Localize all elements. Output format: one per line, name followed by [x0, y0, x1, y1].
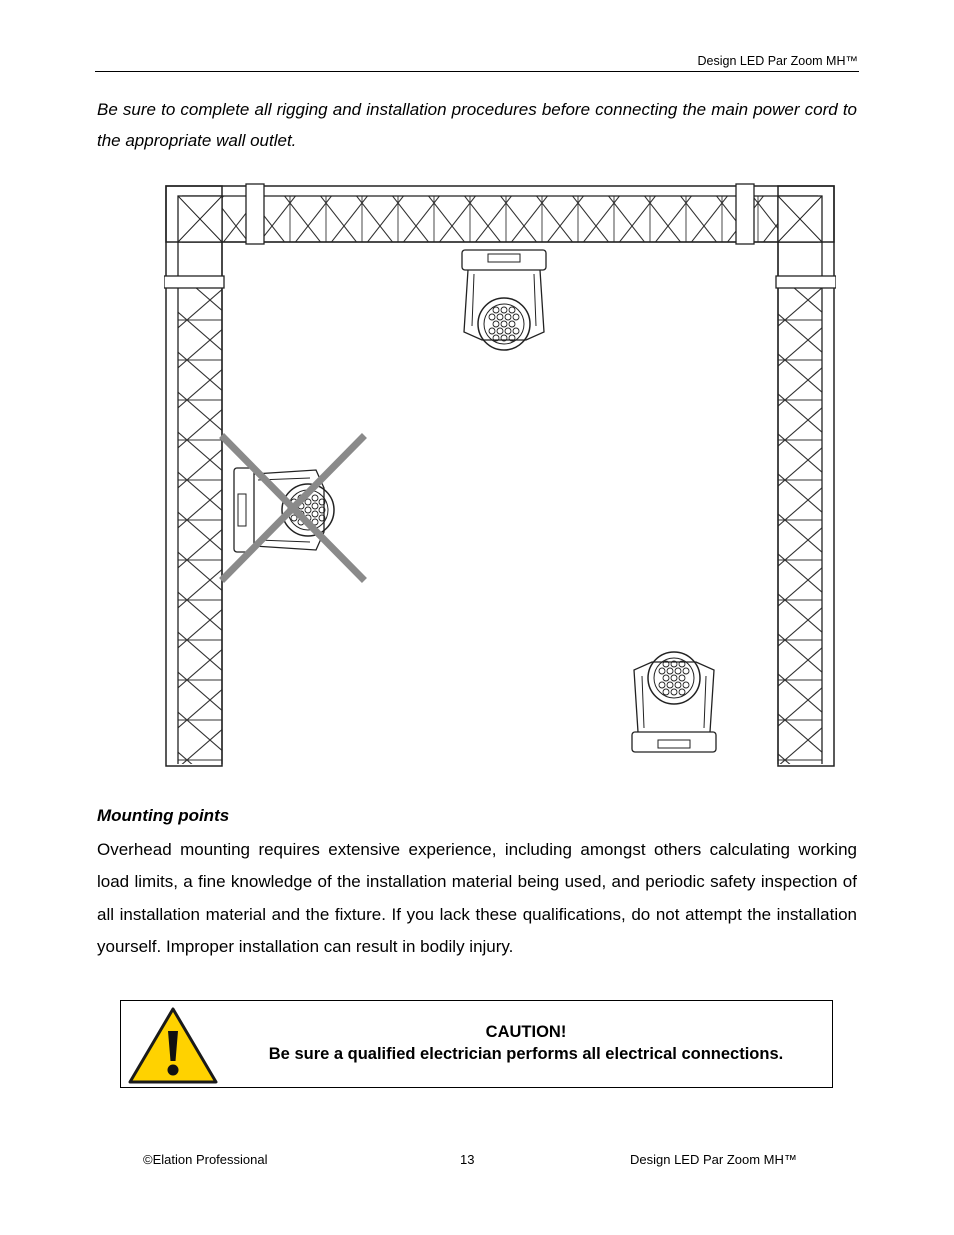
section-heading: Mounting points: [97, 806, 230, 825]
hanging-fixture: [462, 250, 546, 350]
header-rule: [95, 71, 859, 72]
truss-mounting-diagram: [164, 180, 836, 770]
crossed-out-mark: [224, 438, 362, 578]
body-paragraph: Overhead mounting requires extensive experience, including amongst others calculating working load limits, a fine knowledge of the installation material being used, and periodic safety inspection of all installation material and the fixture. If you lack these qualifications, do not attempt the installation yourself. Improper installation can result in bodily injury.: [97, 840, 857, 956]
caution-box: [120, 1000, 833, 1088]
footer-copyright: ©Elation Professional: [143, 1152, 268, 1167]
caution-text: Be sure a qualified electrician performs all electrical connections.: [268, 1045, 784, 1063]
header-title: Design LED Par Zoom MH™: [697, 54, 858, 68]
warning-triangle-icon: [127, 1005, 219, 1085]
caution-title: CAUTION!: [485, 1023, 567, 1041]
footer-title: Design LED Par Zoom MH™: [630, 1152, 797, 1167]
intro-paragraph: Be sure to complete all rigging and installation procedures before connecting the main power cord to the appropriate wall outlet.: [97, 100, 857, 150]
floor-fixture: [632, 652, 716, 752]
footer-page-number: 13: [460, 1152, 475, 1167]
